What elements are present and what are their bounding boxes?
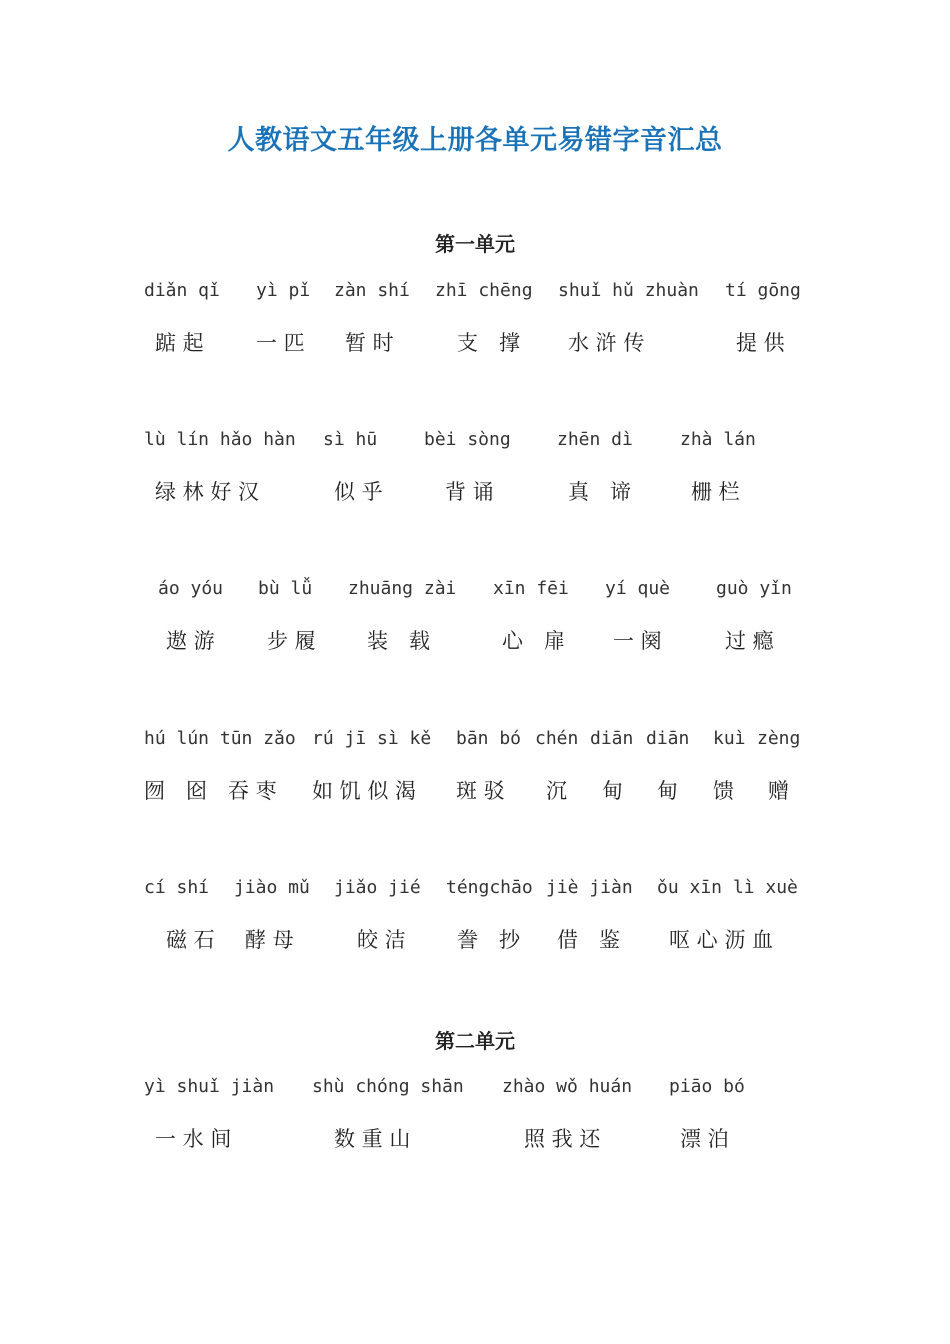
pinyin-cell: zhēn dì xyxy=(557,429,633,450)
hanzi-cell: 踮 起 xyxy=(155,331,204,355)
pinyin-cell: yí què xyxy=(605,578,671,599)
hanzi-cell: 水 浒 传 xyxy=(568,331,645,355)
pinyin-cell: guò yǐn xyxy=(716,578,792,599)
page-title: 人教语文五年级上册各单元易错字音汇总 xyxy=(227,125,723,156)
pinyin-cell: zàn shí xyxy=(334,280,410,301)
hanzi-cell: 誊 抄 xyxy=(457,928,520,952)
pinyin-cell: diān xyxy=(646,728,690,749)
pinyin-cell: diān xyxy=(590,728,634,749)
hanzi-cell: 数 重 山 xyxy=(334,1127,411,1151)
hanzi-cell: 栅 栏 xyxy=(691,480,740,504)
pinyin-cell: jiào mǔ xyxy=(234,877,310,898)
hanzi-cell: 支 撑 xyxy=(457,331,520,355)
hanzi-cell: 呕 心 沥 血 xyxy=(669,928,774,952)
hanzi-cell: 馈 xyxy=(713,779,734,803)
pinyin-cell: áo yóu xyxy=(158,578,224,599)
pinyin-cell: cí shí xyxy=(144,877,210,898)
pinyin-cell: bān bó xyxy=(456,728,522,749)
pinyin-cell: yì shuǐ jiàn xyxy=(144,1076,275,1097)
hanzi-cell: 漂 泊 xyxy=(680,1127,729,1151)
pinyin-cell: zhào wǒ huán xyxy=(502,1076,633,1097)
pinyin-cell: kuì xyxy=(713,728,746,749)
hanzi-cell: 似 乎 xyxy=(334,480,383,504)
hanzi-cell: 照 我 还 xyxy=(524,1127,601,1151)
pinyin-cell: lù lín hǎo hàn xyxy=(144,429,296,450)
hanzi-cell: 装 载 xyxy=(367,629,430,653)
pinyin-cell: yì pǐ xyxy=(256,280,311,301)
pinyin-cell: tí gōng xyxy=(725,280,801,301)
hanzi-cell: 心 扉 xyxy=(502,629,565,653)
pinyin-cell: jiè jiàn xyxy=(546,877,633,898)
hanzi-cell: 甸 xyxy=(657,779,678,803)
hanzi-cell: 皎 洁 xyxy=(357,928,406,952)
pinyin-cell: chén xyxy=(535,728,579,749)
pinyin-cell: zèng xyxy=(757,728,801,749)
hanzi-cell: 沉 xyxy=(546,779,567,803)
pinyin-cell: xīn fēi xyxy=(493,578,569,599)
pinyin-cell: hú lún tūn zǎo xyxy=(144,728,296,749)
hanzi-cell: 一 阕 xyxy=(613,629,662,653)
pinyin-cell: diǎn qǐ xyxy=(144,280,220,301)
pinyin-cell: zhuāng zài xyxy=(348,578,457,599)
hanzi-cell: 暂 时 xyxy=(345,331,394,355)
hanzi-cell: 步 履 xyxy=(267,629,316,653)
pinyin-cell: ǒu xīn lì xuè xyxy=(657,877,798,898)
pinyin-cell: zhī chēng xyxy=(435,280,533,301)
pinyin-cell: zhà lán xyxy=(680,429,756,450)
hanzi-cell: 一 水 间 xyxy=(155,1127,232,1151)
pinyin-cell: bù lǚ xyxy=(258,578,313,599)
hanzi-cell: 磁 石 xyxy=(166,928,215,952)
pinyin-cell: rú jī sì kě xyxy=(312,728,432,749)
hanzi-cell: 背 诵 xyxy=(445,480,494,504)
hanzi-cell: 如 饥 似 渴 xyxy=(312,779,417,803)
unit-heading: 第二单元 xyxy=(435,1029,515,1053)
hanzi-cell: 提 供 xyxy=(736,331,785,355)
hanzi-cell: 囫 囵 吞 枣 xyxy=(144,779,277,803)
pinyin-cell: shù chóng shān xyxy=(312,1076,464,1097)
hanzi-cell: 赠 xyxy=(768,779,789,803)
hanzi-cell: 一 匹 xyxy=(256,331,305,355)
pinyin-cell: téngchāo xyxy=(446,877,533,898)
hanzi-cell: 遨 游 xyxy=(166,629,215,653)
pinyin-cell: piāo bó xyxy=(669,1076,745,1097)
hanzi-cell: 绿 林 好 汉 xyxy=(155,480,260,504)
pinyin-cell: sì hū xyxy=(323,429,378,450)
hanzi-cell: 斑 驳 xyxy=(456,779,505,803)
hanzi-cell: 过 瘾 xyxy=(725,629,774,653)
hanzi-cell: 真 谛 xyxy=(568,480,631,504)
unit-heading: 第一单元 xyxy=(435,232,515,256)
pinyin-cell: bèi sòng xyxy=(424,429,511,450)
hanzi-cell: 借 鉴 xyxy=(557,928,620,952)
pinyin-cell: jiǎo jié xyxy=(334,877,421,898)
hanzi-cell: 甸 xyxy=(602,779,623,803)
hanzi-cell: 酵 母 xyxy=(245,928,294,952)
pinyin-cell: shuǐ hǔ zhuàn xyxy=(558,280,699,301)
